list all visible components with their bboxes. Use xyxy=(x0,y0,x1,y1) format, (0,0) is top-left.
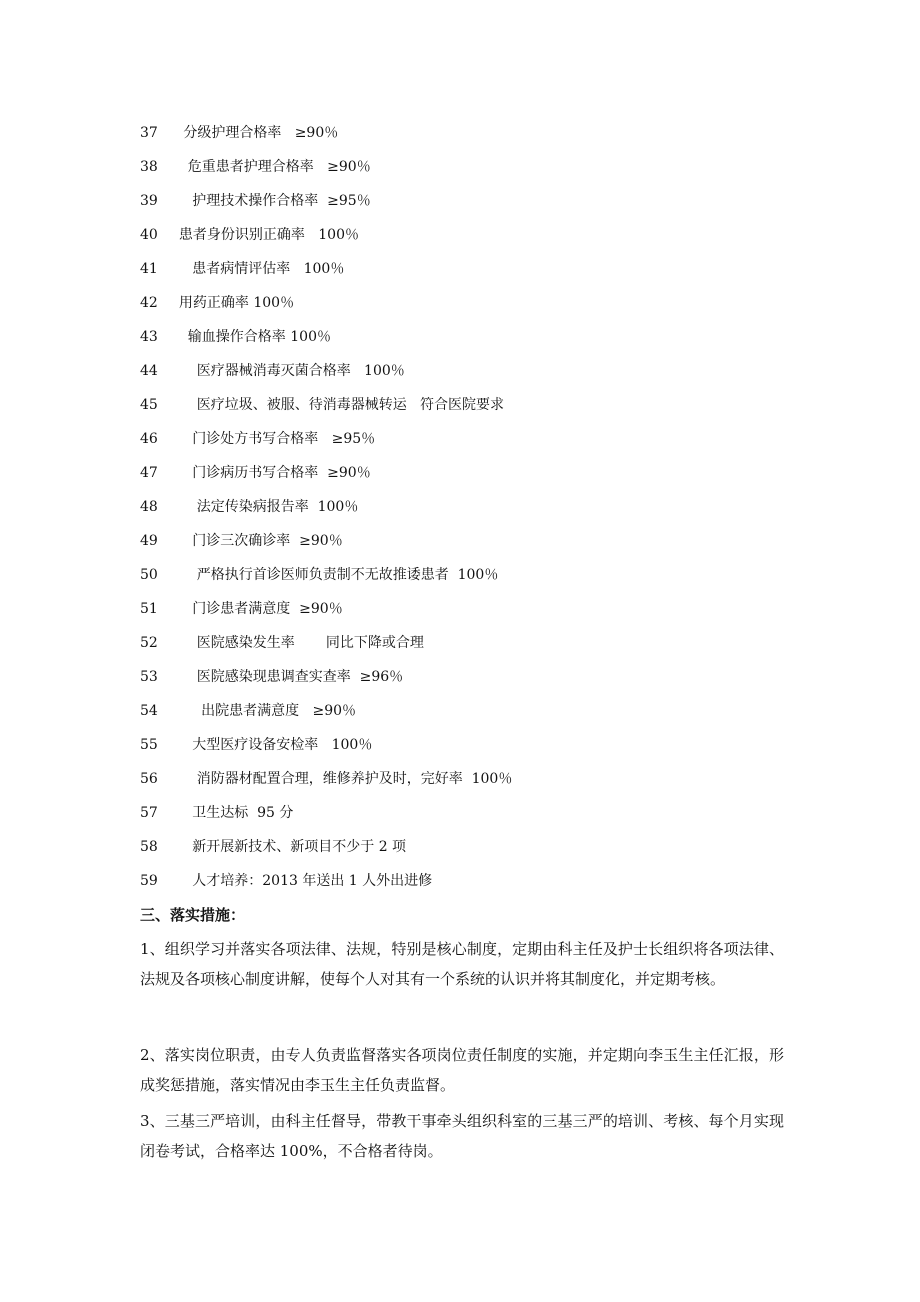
item-text: 医疗垃圾、被服、待消毒器械转运 符合医院要求 xyxy=(170,397,505,413)
list-item xyxy=(140,834,820,868)
item-text: 法定传染病报告率 100％ xyxy=(170,499,359,515)
item-text: 消防器材配置合理，维修养护及时，完好率 100％ xyxy=(170,771,513,787)
list-item xyxy=(140,732,820,766)
item-text: 门诊病历书写合格率 ≥90％ xyxy=(170,465,371,481)
item-number: 58 xyxy=(140,839,158,855)
list-item xyxy=(140,698,820,732)
item-text: 患者身份识别正确率 100％ xyxy=(170,227,359,243)
list-item xyxy=(140,664,820,698)
list-item xyxy=(140,154,820,188)
item-text: 危重患者护理合格率 ≥90％ xyxy=(170,159,371,175)
item-number: 53 xyxy=(140,669,158,685)
list-item xyxy=(140,596,820,630)
list-item xyxy=(140,392,820,426)
item-text: 门诊处方书写合格率 ≥95％ xyxy=(170,431,376,447)
section-heading: 三、落实措施： xyxy=(140,906,246,924)
item-number: 51 xyxy=(140,601,158,617)
list-item xyxy=(140,494,820,528)
list-item xyxy=(140,562,820,596)
item-number: 47 xyxy=(140,465,158,481)
item-number: 48 xyxy=(140,499,158,515)
item-number: 59 xyxy=(140,873,158,889)
item-text: 医院感染现患调查实查率 ≥96％ xyxy=(170,669,404,685)
item-number: 44 xyxy=(140,363,158,379)
item-text: 医疗器械消毒灭菌合格率 100％ xyxy=(170,363,405,379)
item-number: 55 xyxy=(140,737,158,753)
item-number: 49 xyxy=(140,533,158,549)
item-number: 57 xyxy=(140,805,158,821)
item-text: 护理技术操作合格率 ≥95％ xyxy=(170,193,371,209)
list-item xyxy=(140,460,820,494)
list-item xyxy=(140,868,820,902)
item-number: 40 xyxy=(140,227,158,243)
item-text: 人才培养：2013 年送出 1 人外出进修 xyxy=(170,873,433,889)
item-number: 38 xyxy=(140,159,158,175)
item-number: 43 xyxy=(140,329,158,345)
item-text: 严格执行首诊医师负责制不无故推诿患者 100％ xyxy=(170,567,499,583)
list-item xyxy=(140,766,820,800)
item-text: 患者病情评估率 100％ xyxy=(170,261,345,277)
item-text: 卫生达标 95 分 xyxy=(170,805,294,821)
item-number: 50 xyxy=(140,567,158,583)
list-item xyxy=(140,528,820,562)
list-item xyxy=(140,256,820,290)
list-item xyxy=(140,426,820,460)
list-item xyxy=(140,290,820,324)
item-number: 37 xyxy=(140,125,158,141)
item-text: 分级护理合格率 ≥90％ xyxy=(170,125,339,141)
item-text: 用药正确率 100％ xyxy=(170,295,295,311)
list-item xyxy=(140,120,820,154)
list-item xyxy=(140,800,820,834)
list-item xyxy=(140,188,820,222)
list-item xyxy=(140,222,820,256)
list-item xyxy=(140,358,820,392)
item-number: 39 xyxy=(140,193,158,209)
item-number: 46 xyxy=(140,431,158,447)
item-number: 41 xyxy=(140,261,158,277)
item-text: 出院患者满意度 ≥90％ xyxy=(170,703,357,719)
item-text: 门诊患者满意度 ≥90％ xyxy=(170,601,343,617)
measure-paragraph: 1、组织学习并落实各项法律、法规，特别是核心制度，定期由科主任及护士长组织将各项法律、法规及各项核心制度讲解，使每个人对其有一个系统的认识并将其制度化，并定期考核。 xyxy=(140,940,784,988)
quality-indicator-list xyxy=(140,120,820,902)
item-number: 42 xyxy=(140,295,158,311)
item-text: 新开展新技术、新项目不少于 2 项 xyxy=(170,839,407,855)
item-number: 56 xyxy=(140,771,158,787)
item-text: 大型医疗设备安检率 100％ xyxy=(170,737,373,753)
measure-paragraph: 2、落实岗位职责，由专人负责监督落实各项岗位责任制度的实施，并定期向李玉生主任汇报，形成奖惩措施，落实情况由李玉生主任负责监督。 xyxy=(140,1046,784,1094)
list-item xyxy=(140,324,820,358)
item-text: 医院感染发生率 同比下降或合理 xyxy=(170,635,424,651)
item-number: 52 xyxy=(140,635,158,651)
item-text: 输血操作合格率 100％ xyxy=(170,329,331,345)
item-text: 门诊三次确诊率 ≥90％ xyxy=(170,533,343,549)
list-item xyxy=(140,630,820,664)
item-number: 54 xyxy=(140,703,158,719)
measure-paragraph: 3、三基三严培训，由科主任督导，带教干事牵头组织科室的三基三严的培训、考核、每个月实现闭卷考试，合格率达 100%，不合格者待岗。 xyxy=(140,1112,784,1160)
item-number: 45 xyxy=(140,397,158,413)
